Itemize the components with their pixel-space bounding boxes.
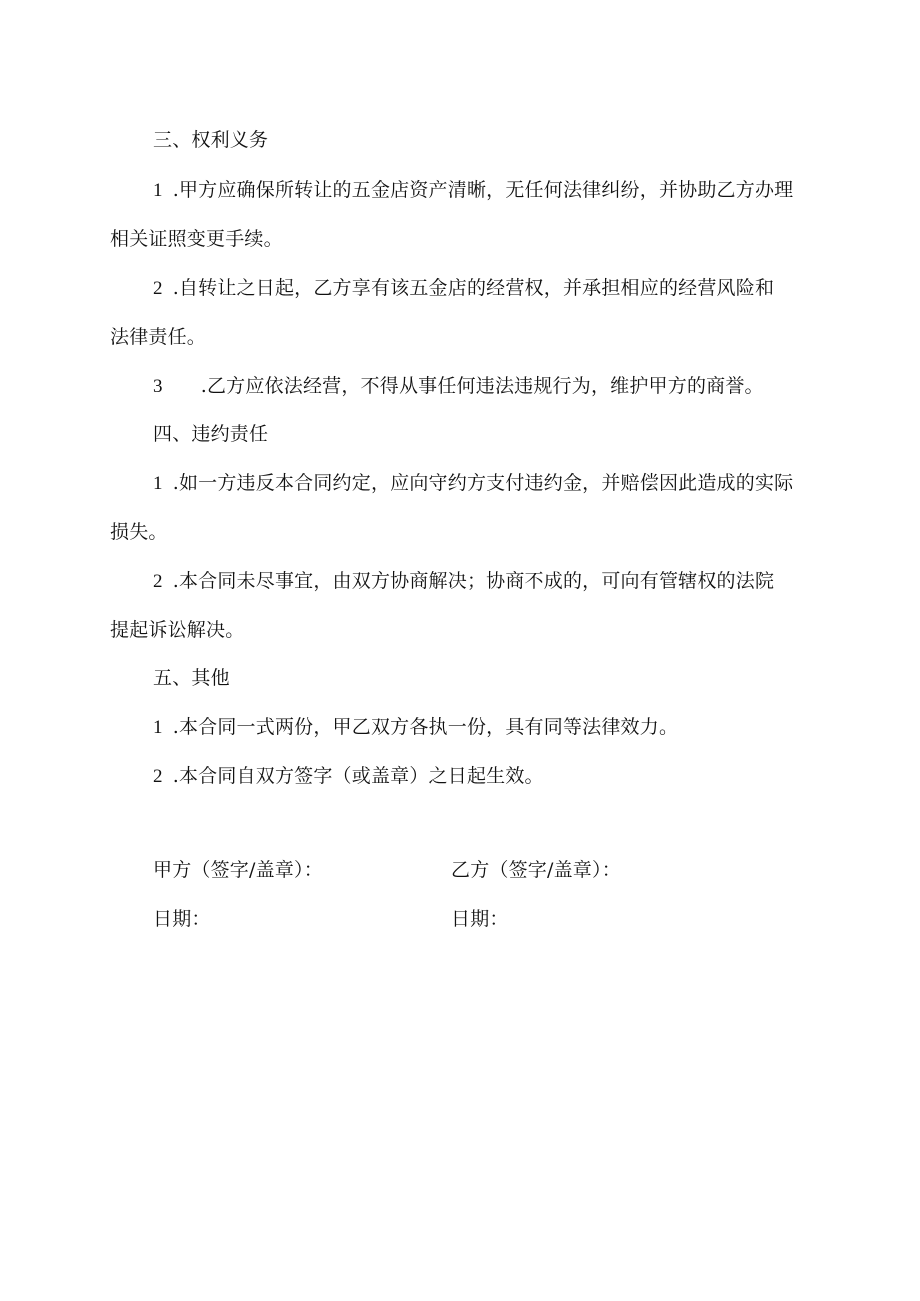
clause-4-2-line-1 [153,569,813,594]
clause-text: .本合同未尽事宜，由双方协商解决；协商不成的，可向有管辖权的法院 [172,570,775,592]
clause-text: .乙方应依法经营，不得从事任何违法违规行为，维护甲方的商誉。 [200,375,764,397]
clause-number: 1 [153,717,163,738]
section-heading-other: 五、其他 [153,667,230,689]
clause-5-1-line-1 [153,715,678,740]
clause-number: 2 [153,278,163,299]
clause-text: .如一方违反本合同约定，应向守约方支付违约金，并赔偿因此造成的实际 [172,472,794,494]
clause-number: 1 [153,473,163,494]
clause-3-1-line-1 [153,178,813,203]
section-heading-rights-obligations: 三、权利义务 [153,129,269,151]
party-b-date-label: 日期： [451,908,509,930]
clause-3-2-line-2: 法律责任。 [110,326,207,348]
clause-text: .本合同自双方签字（或盖章）之日起生效。 [172,765,544,787]
section-heading-liability: 四、违约责任 [153,423,269,445]
clause-3-1-line-2: 相关证照变更手续。 [110,228,283,250]
clause-5-2-line-1 [153,764,544,789]
clause-3-3-line-1 [153,374,764,399]
party-b-signature-label: 乙方（签字/盖章）： [451,859,621,881]
party-a-date-label: 日期： [153,908,211,930]
clause-text: .本合同一式两份，甲乙双方各执一份，具有同等法律效力。 [172,716,679,738]
clause-number: 3 [153,376,163,397]
clause-4-2-line-2: 提起诉讼解决。 [110,619,245,641]
clause-4-1-line-2: 损失。 [110,521,168,543]
clause-number: 2 [153,571,163,592]
clause-text: .甲方应确保所转让的五金店资产清晰，无任何法律纠纷，并协助乙方办理 [172,179,794,201]
clause-number: 2 [153,766,163,787]
clause-4-1-line-1 [153,471,813,496]
clause-number: 1 [153,180,163,201]
clause-text: .自转让之日起，乙方享有该五金店的经营权，并承担相应的经营风险和 [172,277,775,299]
party-a-signature-label: 甲方（签字/盖章）： [153,859,323,881]
clause-3-2-line-1 [153,276,813,301]
